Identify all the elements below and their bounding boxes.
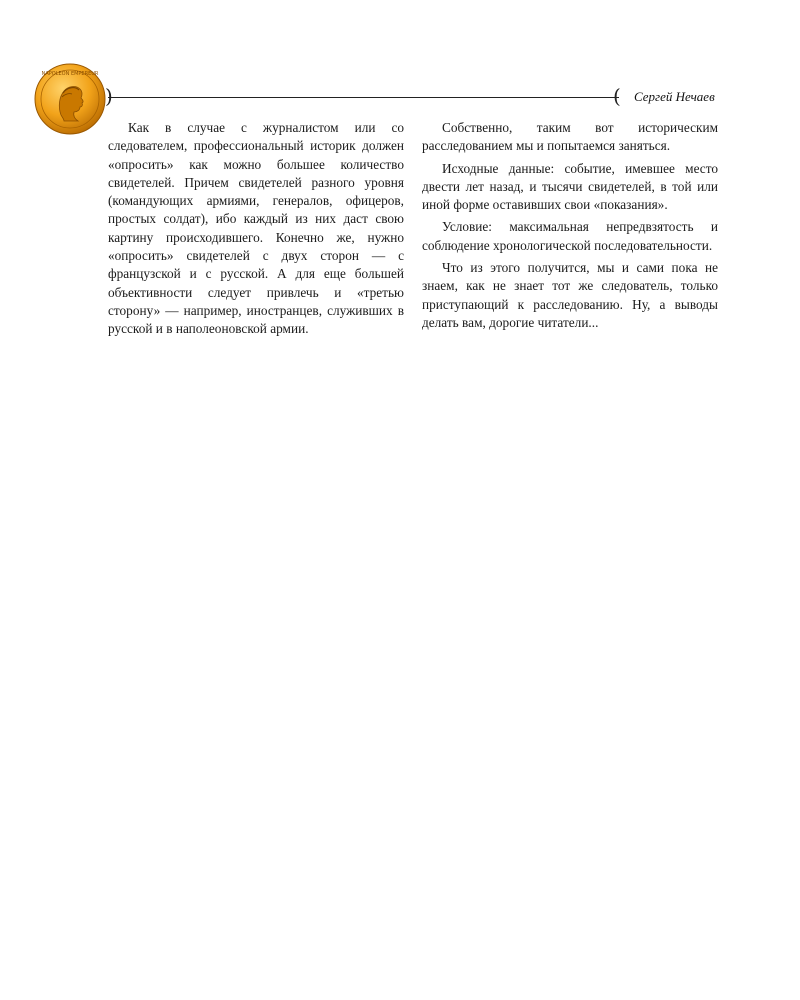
right-column	[422, 119, 718, 336]
running-head-author: Сергей Нечаев	[634, 89, 715, 104]
napoleon-medal-icon	[34, 63, 106, 135]
medal-legend: NAPOLEON EMPEREUR	[41, 71, 99, 77]
left-column	[108, 119, 404, 343]
header-rule	[108, 97, 619, 98]
paragraph: Условие: максимальная непредвзятость и соблюдение хронологической последовательности.	[422, 219, 718, 253]
header-left-bracket: )	[105, 84, 113, 108]
paragraph: Как в случае с журналистом или со следователем, профессиональный историк должен «опросить» как можно большее количество свидетелей. Причем свидетелей разного уровня (командующих армиями, генералов, офицеров, простых солдат), ибо каждый из них даст свою картину происходившего. Конечно же, нужно «опросить» свидетелей с двух сторон — с французской и с русской. А для еще большей объективности следует привлечь и «третью сторону» — например, иностранцев, служивших в русской и в наполеоновской армии.	[108, 120, 404, 337]
header-right-bracket: (	[613, 84, 621, 108]
paragraph: Исходные данные: событие, имевшее место двести лет назад, и тысячи свидетелей, в той или иной форме оставивших свои «показания».	[422, 160, 718, 213]
paragraph: Что из этого получится, мы и сами пока не знаем, как не знает тот же следователь, только приступающий к расследованию. Ну, а выводы делать вам, дорогие читатели...	[422, 260, 718, 330]
paragraph: Собственно, таким вот историческим расследованием мы и попытаемся заняться.	[422, 120, 718, 154]
